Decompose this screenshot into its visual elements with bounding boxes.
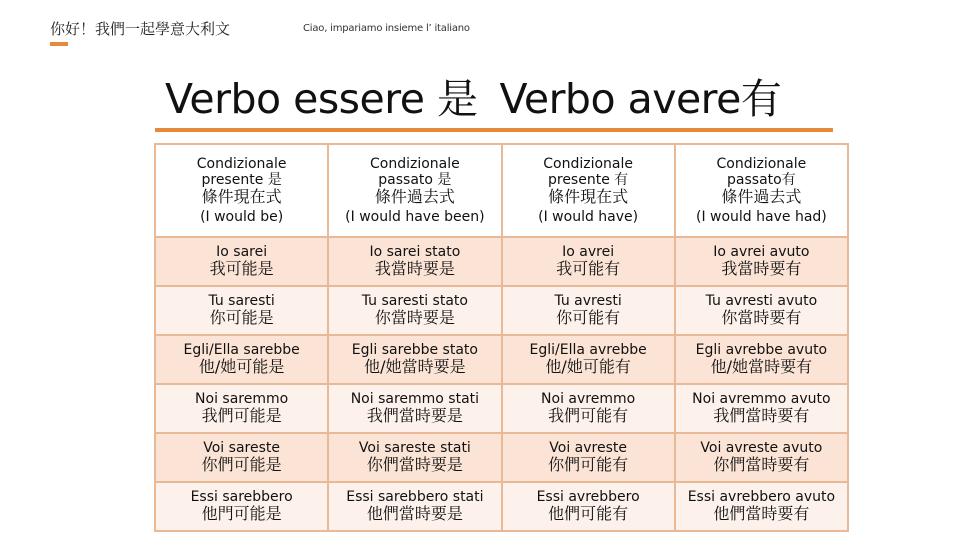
- cell-italian: Egli/Ella avrebbe: [529, 342, 647, 359]
- cell-chinese: 他/她可能是: [198, 357, 285, 377]
- table-cell: [675, 335, 848, 384]
- table-row: [155, 482, 848, 531]
- table-cell: [502, 335, 675, 384]
- table-cell: [675, 384, 848, 433]
- header-subtitle-italian: Ciao, impariamo insieme l’ italiano: [303, 23, 470, 34]
- cell-chinese: 我們當時要是: [366, 406, 463, 426]
- column-header-chinese: 條件過去式: [721, 186, 802, 206]
- column-header: [328, 144, 501, 237]
- cell-italian: Io sarei stato: [369, 244, 461, 261]
- column-header-english: (I would be): [200, 209, 284, 226]
- cell-italian: Noi avremmo avuto: [692, 391, 831, 408]
- column-header-mood: Condizionale: [543, 155, 633, 172]
- header-title-chinese: 你好！我們一起學意大利文: [50, 20, 231, 38]
- table-header-row: [155, 144, 848, 237]
- cell-italian: Noi saremmo stati: [350, 391, 480, 408]
- column-header-mood: Condizionale: [716, 155, 807, 172]
- cell-italian: Io sarei: [216, 244, 268, 261]
- cell-chinese: 你可能有: [556, 308, 621, 328]
- cell-italian: Voi sareste stati: [358, 440, 471, 457]
- cell-chinese: 我可能是: [209, 259, 274, 279]
- cell-italian: Noi avremmo: [541, 391, 636, 408]
- cell-italian: Tu avresti: [554, 293, 622, 310]
- title-essere: Verbo essere 是: [165, 75, 478, 123]
- column-header-english: (I would have): [538, 209, 639, 226]
- cell-chinese: 他/她當時要有: [710, 357, 813, 377]
- table-cell: [155, 482, 328, 531]
- table-cell: [675, 482, 848, 531]
- cell-chinese: 他/她可能有: [545, 357, 631, 377]
- cell-chinese: 你可能是: [209, 308, 274, 328]
- table-cell: [155, 237, 328, 286]
- cell-italian: Voi avreste: [549, 440, 627, 457]
- table-cell: [155, 286, 328, 335]
- cell-italian: Tu avresti avuto: [705, 293, 818, 310]
- column-header: [675, 144, 848, 237]
- cell-italian: Tu saresti: [208, 293, 275, 310]
- cell-italian: Essi sarebbero stati: [346, 489, 484, 506]
- cell-italian: Egli/Ella sarebbe: [183, 342, 300, 359]
- cell-chinese: 他們可能有: [548, 504, 629, 524]
- cell-chinese: 他們當時要是: [366, 504, 463, 524]
- column-header-tense: passato有: [727, 171, 796, 188]
- header-accent-rule: [50, 42, 68, 46]
- column-header-english: (I would have had): [695, 209, 827, 226]
- cell-italian: Essi avrebbero avuto: [687, 489, 836, 506]
- table-row: [155, 384, 848, 433]
- cell-italian: Egli avrebbe avuto: [695, 342, 828, 359]
- cell-chinese: 我們可能有: [548, 406, 629, 426]
- column-header: [502, 144, 675, 237]
- cell-chinese: 你們可能是: [201, 455, 282, 475]
- table-cell: [328, 237, 501, 286]
- cell-chinese: 你們當時要有: [713, 455, 810, 475]
- slide-title: [165, 66, 803, 125]
- cell-italian: Essi avrebbero: [536, 489, 640, 506]
- table-cell: [328, 433, 501, 482]
- cell-italian: Egli sarebbe stato: [351, 342, 478, 359]
- cell-chinese: 你們可能有: [548, 455, 629, 475]
- table-cell: [155, 433, 328, 482]
- cell-chinese: 他門可能是: [201, 504, 282, 524]
- table-cell: [328, 286, 501, 335]
- table-cell: [155, 384, 328, 433]
- table-cell: [675, 237, 848, 286]
- column-header-mood: Condizionale: [370, 155, 460, 172]
- cell-chinese: 他們當時要有: [713, 504, 810, 524]
- table-cell: [502, 482, 675, 531]
- cell-chinese: 你當時要有: [721, 308, 802, 328]
- column-header-tense: presente 是: [201, 171, 282, 188]
- table-cell: [328, 384, 501, 433]
- column-header-chinese: 條件過去式: [374, 186, 455, 206]
- cell-italian: Voi avreste avuto: [700, 440, 823, 457]
- table-cell: [328, 482, 501, 531]
- cell-chinese: 我們當時要有: [713, 406, 810, 426]
- table-cell: [502, 433, 675, 482]
- title-underline-rule: [155, 128, 833, 132]
- table-cell: [502, 384, 675, 433]
- table-cell: [675, 433, 848, 482]
- column-header-chinese: 條件現在式: [548, 186, 629, 206]
- table-row: [155, 237, 848, 286]
- cell-italian: Essi sarebbero: [190, 489, 293, 506]
- title-avere: Verbo avere有: [499, 75, 782, 123]
- table-row: [155, 433, 848, 482]
- cell-chinese: 我當時要有: [721, 259, 802, 279]
- table-cell: [502, 286, 675, 335]
- cell-chinese: 你當時要是: [374, 308, 455, 328]
- cell-chinese: 他/她當時要是: [364, 357, 466, 377]
- column-header-mood: Condizionale: [196, 155, 287, 172]
- table-cell: [675, 286, 848, 335]
- cell-chinese: 我當時要是: [374, 259, 455, 279]
- table-cell: [155, 335, 328, 384]
- table-cell: [502, 237, 675, 286]
- cell-chinese: 我們可能是: [201, 406, 282, 426]
- cell-italian: Io avrei: [562, 244, 615, 261]
- column-header: [155, 144, 328, 237]
- cell-chinese: 我可能有: [556, 259, 621, 279]
- cell-italian: Voi sareste: [203, 440, 280, 457]
- table-row: [155, 335, 848, 384]
- cell-italian: Io avrei avuto: [713, 244, 810, 261]
- column-header-tense: presente 有: [547, 171, 629, 188]
- cell-italian: Tu saresti stato: [361, 293, 468, 310]
- column-header-chinese: 條件現在式: [201, 186, 282, 206]
- table-row: [155, 286, 848, 335]
- column-header-tense: passato 是: [378, 171, 452, 188]
- table-cell: [328, 335, 501, 384]
- column-header-english: (I would have been): [345, 209, 485, 226]
- cell-italian: Noi saremmo: [195, 391, 289, 408]
- conjugation-table: [154, 143, 849, 532]
- cell-chinese: 你們當時要是: [366, 455, 463, 475]
